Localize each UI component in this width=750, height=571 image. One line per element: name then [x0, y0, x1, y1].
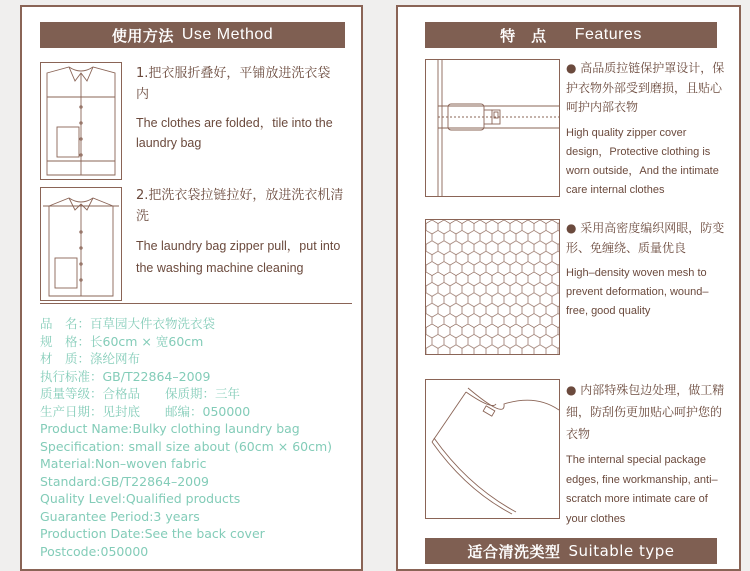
- feature-3-text: [566, 379, 728, 529]
- spec-zh-material: 材 质：涤纶网布: [40, 351, 141, 366]
- step-2-en: The laundry bag zipper pull，put into the washing machine cleaning: [136, 239, 341, 275]
- spec-zh-quality: 质量等级：合格品 保质期：三年: [40, 386, 241, 401]
- spec-zh-size: 规 格：长60cm × 宽60cm: [40, 333, 204, 349]
- folded-shirt-illustration: [40, 62, 122, 180]
- spec-en-material: Material:Non–woven fabric: [40, 456, 207, 471]
- use-method-panel: [20, 5, 363, 571]
- features-title-zh: 特 点: [500, 26, 547, 45]
- bagged-shirt-illustration: [40, 187, 122, 301]
- edge-binding-icon: [426, 380, 559, 518]
- feature-2-en: High–density woven mesh to prevent deformation, wound–free, good quality: [566, 267, 709, 317]
- feature-1-en: High quality zipper cover design，Protective clothing is worn outside，And the intimate care internal clothes: [566, 126, 719, 196]
- spec-en-quality: Quality Level:Qualified products: [40, 491, 241, 506]
- use-method-title-en: Use Method: [181, 26, 274, 43]
- zipper-illustration: [425, 59, 560, 197]
- feature-2-zh: ● 采用高密度编织网眼，防变形、免缠绕、质量优良: [566, 221, 725, 255]
- step-2-zh: 2.把洗衣袋拉链拉好，放进洗衣机清洗: [136, 188, 344, 224]
- feature-1-text: [566, 59, 728, 200]
- spec-en-guarantee: Guarantee Period:3 years: [40, 508, 200, 524]
- spec-zh-name: 品 名：百草园大件衣物洗衣袋: [40, 316, 216, 331]
- step-2-text: [136, 185, 351, 279]
- spec-en-postcode: Postcode:050000: [40, 543, 149, 559]
- use-method-header: [40, 22, 345, 48]
- bagged-shirt-icon: [41, 188, 121, 300]
- feature-3-en: The internal special package edges, fine workmanship, anti–scratch more intimate care of your clothes: [566, 454, 718, 525]
- spec-en-size: Specification: small size about (60cm × 60cm): [40, 438, 333, 454]
- divider: [40, 303, 352, 304]
- spec-zh-date: 生产日期：见封底 邮编：050000: [40, 403, 251, 419]
- spec-en-name: Product Name:Bulky clothing laundry bag: [40, 421, 300, 436]
- hexagon-mesh-icon: [426, 220, 559, 354]
- spec-en-standard: Standard:GB/T22864–2009: [40, 473, 210, 489]
- features-title-en: Features: [574, 26, 642, 43]
- feature-1-zh: ● 高品质拉链保护罩设计，保护衣物外部受到磨损，且贴心呵护内部衣物: [566, 61, 725, 114]
- folded-shirt-icon: [41, 63, 121, 179]
- step-1-en: The clothes are folded，tile into the laundry bag: [136, 116, 333, 150]
- suitable-type-header: [425, 538, 717, 564]
- spec-zh-standard: 执行标准：GB/T22864–2009: [40, 368, 211, 384]
- suitable-title-zh: 适合清洗类型: [467, 542, 561, 561]
- step-1-zh: 1.把衣服折叠好，平铺放进洗衣袋内: [136, 66, 331, 102]
- feature-3-zh: ● 内部特殊包边处理，做工精细，防刮伤更加贴心呵护您的衣物: [566, 383, 725, 441]
- spec-en-date: Production Date:See the back cover: [40, 526, 265, 541]
- step-1-text: [136, 63, 341, 153]
- use-method-title-zh: 使用方法: [111, 26, 174, 45]
- features-header: [425, 22, 717, 48]
- features-panel: [396, 5, 741, 571]
- zipper-icon: [426, 60, 559, 196]
- suitable-title-en: Suitable type: [568, 542, 675, 560]
- product-specs: [40, 315, 332, 560]
- edge-binding-illustration: [425, 379, 560, 519]
- mesh-illustration: [425, 219, 560, 355]
- feature-2-text: [566, 219, 728, 321]
